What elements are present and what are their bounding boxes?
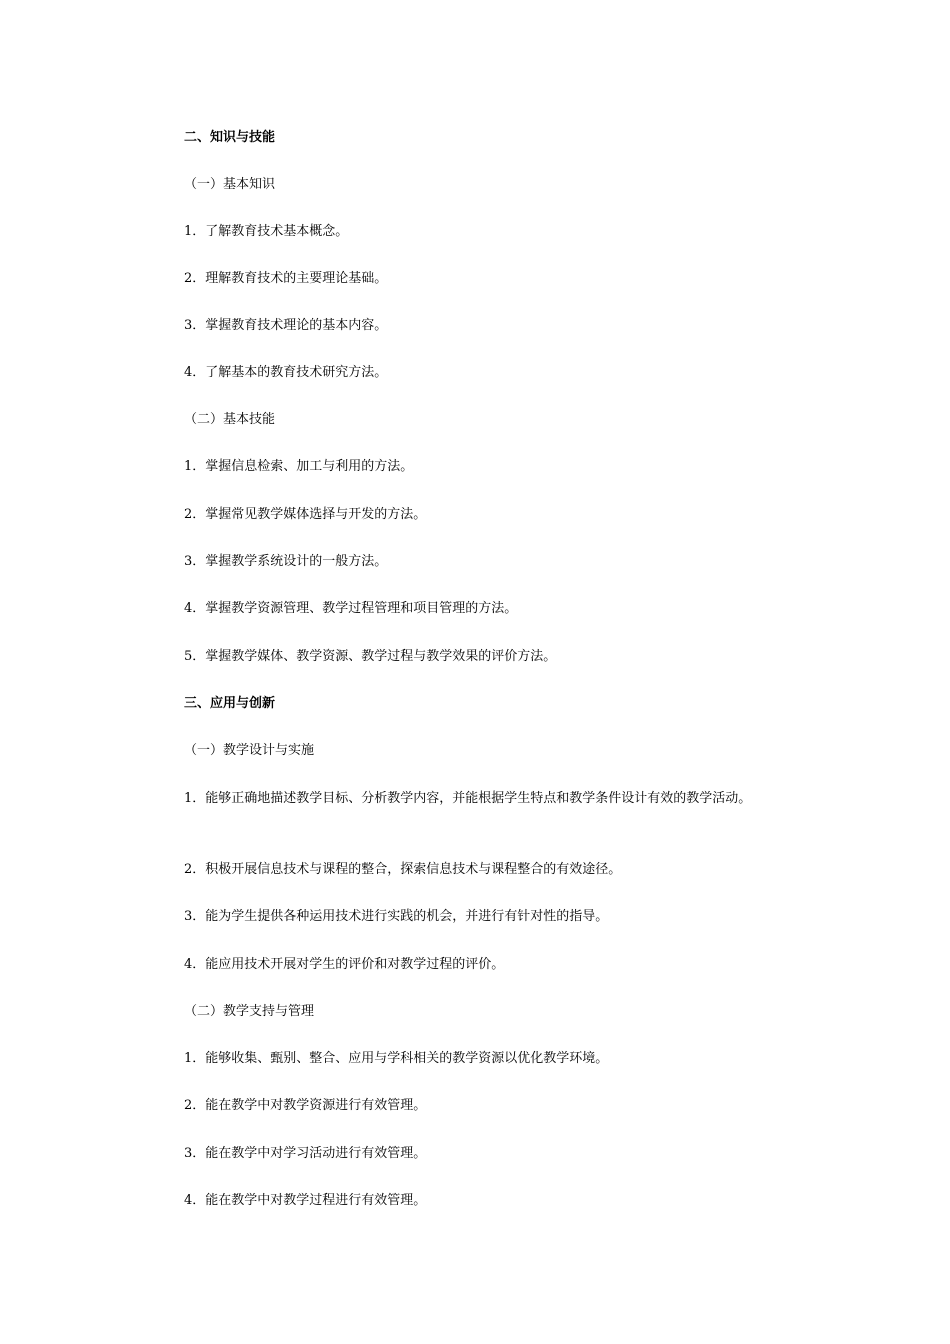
- section-heading-knowledge-skills: 二、知识与技能: [184, 130, 276, 145]
- list-item: 3．能为学生提供各种运用技术进行实践的机会，并进行有针对性的指导。: [184, 909, 609, 924]
- list-item: 4．掌握教学资源管理、教学过程管理和项目管理的方法。: [184, 601, 518, 616]
- list-item: 2．理解教育技术的主要理论基础。: [184, 271, 388, 286]
- list-item: 4．了解基本的教育技术研究方法。: [184, 365, 388, 380]
- subsection-title-basic-skills: （二）基本技能: [184, 412, 276, 427]
- subsection-title-basic-knowledge: （一）基本知识: [184, 177, 276, 192]
- list-item: 5．掌握教学媒体、教学资源、教学过程与教学效果的评价方法。: [184, 649, 557, 664]
- list-item: 4．能在教学中对教学过程进行有效管理。: [184, 1193, 427, 1208]
- list-item: 1．了解教育技术基本概念。: [184, 224, 349, 239]
- list-item: 1．掌握信息检索、加工与利用的方法。: [184, 459, 414, 474]
- list-item: 2．积极开展信息技术与课程的整合，探索信息技术与课程整合的有效途径。: [184, 862, 622, 877]
- list-item: 3．能在教学中对学习活动进行有效管理。: [184, 1146, 427, 1161]
- list-item: 2．掌握常见教学媒体选择与开发的方法。: [184, 507, 427, 522]
- list-item: 1．能够正确地描述教学目标、分析教学内容，并能根据学生特点和教学条件设计有效的教学活动。: [184, 791, 752, 806]
- subsection-title-teaching-design: （一）教学设计与实施: [184, 743, 315, 758]
- section-heading-application-innovation: 三、应用与创新: [184, 696, 276, 711]
- list-item: 1．能够收集、甄别、整合、应用与学科相关的教学资源以优化教学环境。: [184, 1051, 609, 1066]
- list-item: 2．能在教学中对教学资源进行有效管理。: [184, 1098, 427, 1113]
- list-item: 4．能应用技术开展对学生的评价和对教学过程的评价。: [184, 957, 505, 972]
- subsection-title-teaching-support: （二）教学支持与管理: [184, 1004, 315, 1019]
- list-item: 3．掌握教育技术理论的基本内容。: [184, 318, 388, 333]
- list-item: 3．掌握教学系统设计的一般方法。: [184, 554, 388, 569]
